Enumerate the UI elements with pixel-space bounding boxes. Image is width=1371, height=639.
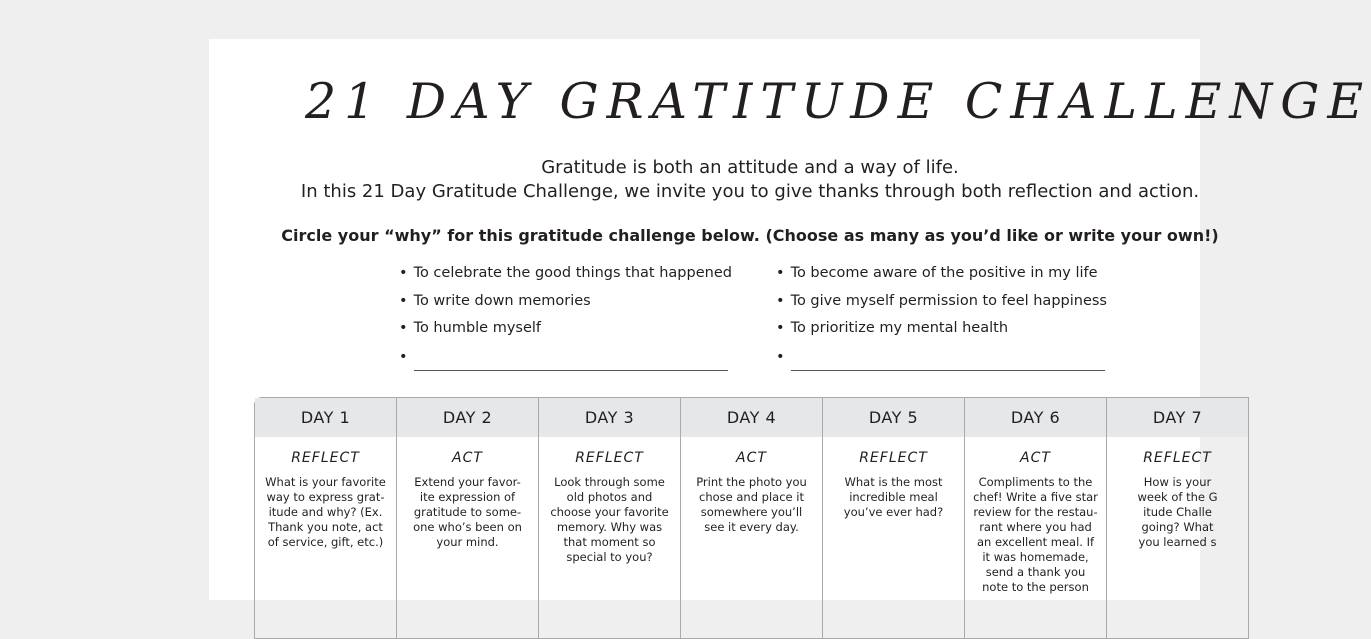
day-prompt: What is the most incredible meal you’ve ever had?	[843, 475, 944, 519]
day-header: DAY 1	[255, 398, 396, 437]
day-column	[1107, 398, 1248, 638]
day-column	[539, 398, 681, 638]
day-header: DAY 2	[397, 398, 538, 437]
day-type: REFLECT	[1143, 450, 1212, 466]
bullet-icon: •	[776, 320, 785, 336]
day-grid	[254, 397, 1249, 639]
why-option[interactable]	[776, 291, 1107, 319]
why-option[interactable]	[776, 263, 1107, 291]
worksheet-page	[209, 39, 1371, 600]
intro-line-2: In this 21 Day Gratitude Challenge, we invite you to give thanks through both reflection and action.	[300, 181, 1200, 202]
why-option-label: To humble myself	[413, 320, 542, 336]
day-header: DAY 4	[681, 398, 822, 437]
day-type: ACT	[736, 450, 767, 466]
day-column	[397, 398, 539, 638]
intro-text	[209, 156, 1291, 204]
instruction-text: Circle your “why” for this gratitude challenge below. (Choose as many as you’d like or write your own!)	[281, 226, 1219, 245]
day-type: REFLECT	[859, 450, 928, 466]
day-prompt: What is your favorite way to express grat- itude and why? (Ex. Thank you note, act of service, gift, etc.)	[265, 475, 386, 549]
day-header: DAY 7	[1107, 398, 1248, 437]
why-option-label: To become aware of the positive in my life	[790, 265, 1098, 281]
bullet-icon: •	[399, 265, 408, 281]
day-header: DAY 3	[539, 398, 680, 437]
why-option-label: To prioritize my mental health	[790, 320, 1009, 336]
day-type: ACT	[1020, 450, 1051, 466]
day-column	[255, 398, 397, 638]
why-write-in[interactable]	[776, 346, 1107, 374]
why-option-label: To give myself permission to feel happiness	[790, 292, 1107, 309]
intro-line-1: Gratitude is both an attitude and a way of life.	[541, 157, 959, 178]
day-header: DAY 5	[823, 398, 964, 437]
day-column	[823, 398, 965, 638]
day-prompt: How is your week of the G itude Challe going? What you learned s	[1137, 475, 1218, 549]
day-type: REFLECT	[575, 450, 644, 466]
day-prompt: Print the photo you chose and place it somewhere you’ll see it every day.	[696, 475, 807, 534]
day-prompt: Compliments to the chef! Write a five star review for the restau- rant where you had an excellent meal. If it was homemade, send a thank you note to the person	[973, 475, 1098, 594]
page-title: 21 DAY GRATITUDE CHALLENGE	[305, 73, 1371, 130]
day-type: REFLECT	[291, 450, 360, 466]
why-option[interactable]	[399, 263, 732, 291]
day-header: DAY 6	[965, 398, 1106, 437]
day-type: ACT	[452, 450, 483, 466]
write-in-blank[interactable]	[791, 346, 1105, 371]
bullet-icon: •	[776, 265, 785, 281]
why-option[interactable]	[399, 291, 732, 319]
why-list-left	[399, 263, 732, 373]
why-list-right	[776, 263, 1107, 373]
why-option[interactable]	[399, 318, 732, 346]
bullet-icon: •	[776, 292, 785, 309]
write-in-blank[interactable]	[414, 346, 728, 371]
why-option-label: To celebrate the good things that happened	[413, 265, 732, 281]
day-prompt: Extend your favor- ite expression of gratitude to some- one who’s been on your mind.	[413, 475, 522, 549]
bullet-icon: •	[776, 348, 785, 365]
bullet-icon: •	[399, 320, 408, 336]
why-option-label: To write down memories	[413, 292, 591, 309]
bullet-icon: •	[399, 292, 408, 309]
day-column	[681, 398, 823, 638]
day-prompt: Look through some old photos and choose your favorite memory. Why was that moment so special to you?	[550, 475, 669, 564]
bullet-icon: •	[399, 348, 408, 365]
why-write-in[interactable]	[399, 346, 732, 374]
day-column	[965, 398, 1107, 638]
why-option[interactable]	[776, 318, 1107, 346]
